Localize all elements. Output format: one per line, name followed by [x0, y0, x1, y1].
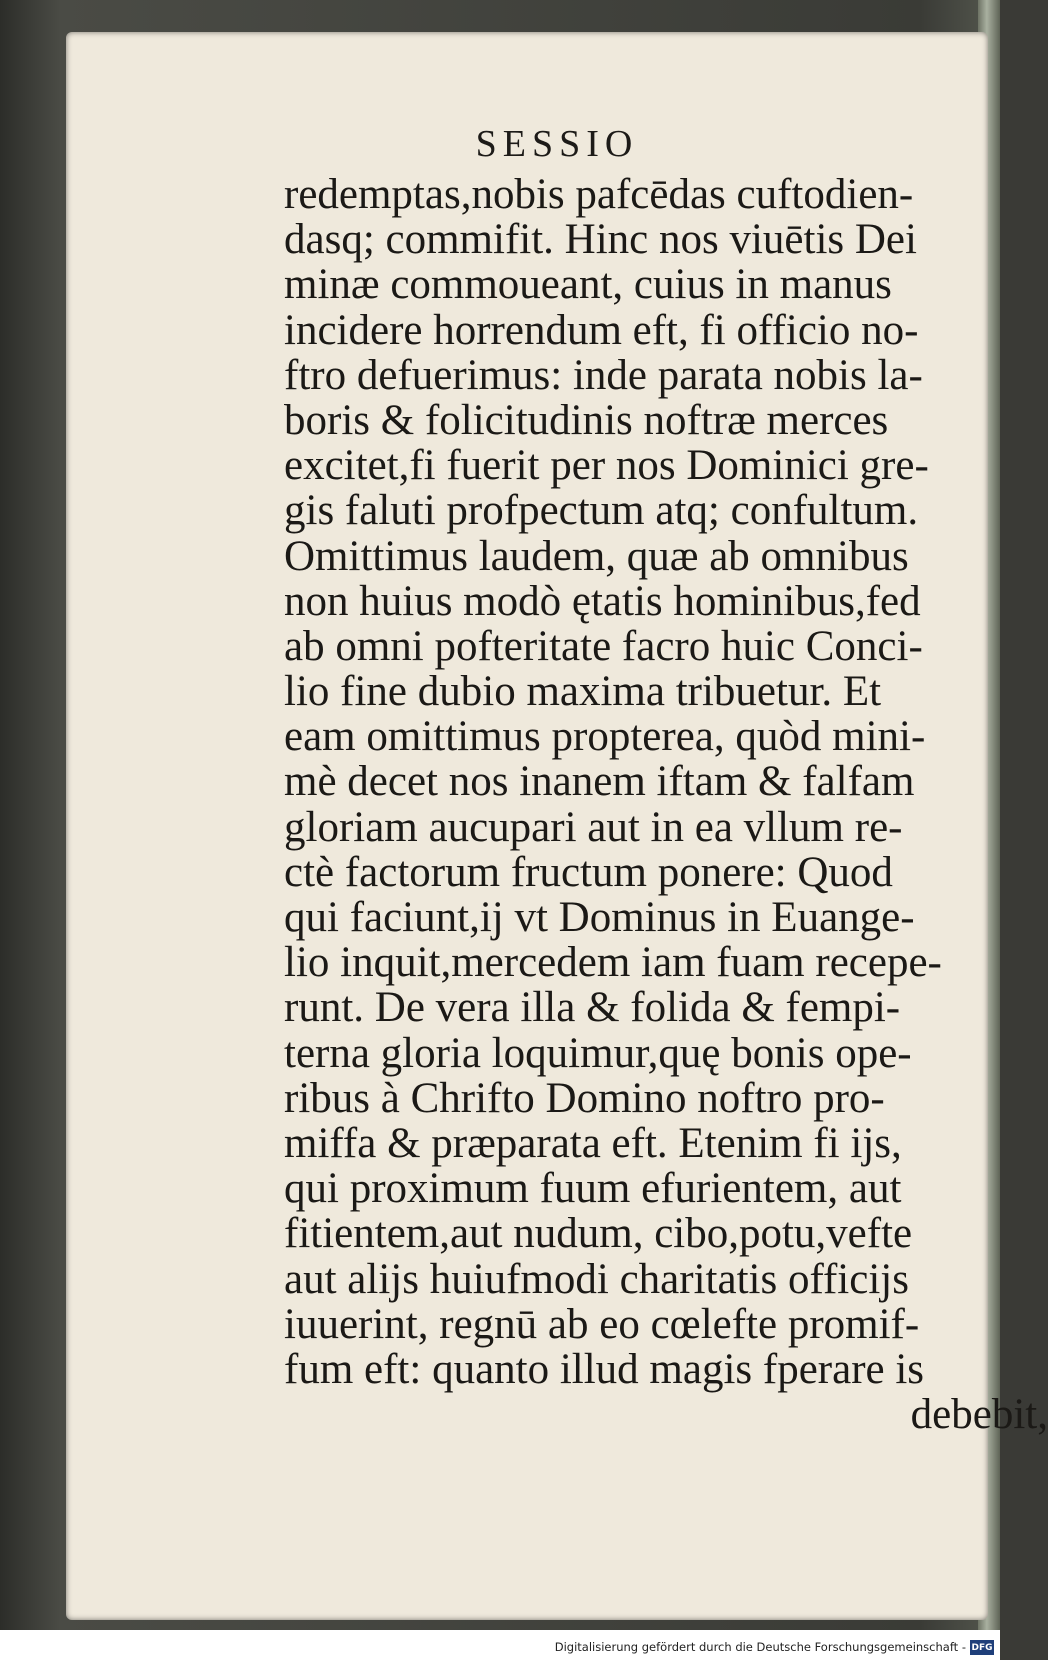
text-line: miffa & præparata eft. Etenim fi ijs,	[284, 1119, 902, 1167]
dfg-logo: DFG	[970, 1640, 994, 1655]
text-line: Omittimus laudem, quæ ab omnibus	[284, 532, 909, 580]
text-line: ab omni pofteritate facro huic Conci-	[284, 622, 923, 670]
text-line: boris & folicitudinis noftræ merces	[284, 396, 889, 444]
text-line: dasq; commifit. Hinc nos viuētis Dei	[284, 216, 917, 264]
catchword: debebit,	[910, 1391, 1048, 1439]
text-line: iuuerint, regnū ab eo cœlefte promif-	[284, 1300, 920, 1348]
text-line: ribus à Chrifto Domino noftro pro-	[284, 1074, 885, 1122]
text-line: ctè factorum fructum ponere: Quod	[284, 848, 893, 896]
text-line: fitientem,aut nudum, cibo,potu,vefte	[284, 1210, 913, 1258]
text-line: qui faciunt,ij vt Dominus in Euange-	[284, 894, 915, 941]
text-line: incidere horrendum eft, fi officio no-	[284, 306, 919, 354]
text-line: non huius modò ętatis hominibus,fed	[284, 577, 921, 625]
text-line: gloriam aucupari aut in ea vllum re-	[284, 803, 903, 851]
text-line: terna gloria loquimur,quę bonis ope-	[284, 1029, 912, 1077]
text-line: mè decet nos inanem iftam & falfam	[284, 758, 915, 806]
funding-credit: Digitalisierung gefördert durch die Deutsche Forschungsgemeinschaft -	[554, 1640, 966, 1654]
footer-bar	[0, 1630, 1000, 1660]
text-line: lio inquit,mercedem iam fuam recepe-	[284, 939, 942, 987]
body-text	[284, 172, 1048, 1437]
text-line: gis faluti profpectum atq; confultum.	[284, 487, 919, 535]
text-line: runt. De vera illa & folida & fempi-	[284, 984, 901, 1032]
text-line: minæ commoueant, cuius in manus	[284, 261, 892, 309]
text-line: lio fine dubio maxima tribuetur. Et	[284, 668, 882, 716]
running-header: SESSIO	[475, 123, 639, 165]
text-line: ftro defuerimus: inde parata nobis la-	[284, 351, 923, 399]
text-line: excitet,fi fuerit per nos Dominici gre-	[284, 442, 929, 490]
text-line: redemptas,nobis pafcēdas cuftodien-	[284, 171, 914, 218]
text-line: fum eft: quanto illud magis fperare is	[284, 1345, 925, 1393]
text-line: eam omittimus propterea, quòd mini-	[284, 713, 926, 761]
text-line: aut alijs huiufmodi charitatis officijs	[284, 1255, 909, 1303]
book-page	[66, 32, 1048, 1620]
text-line: qui proximum fuum efurientem, aut	[284, 1165, 902, 1213]
